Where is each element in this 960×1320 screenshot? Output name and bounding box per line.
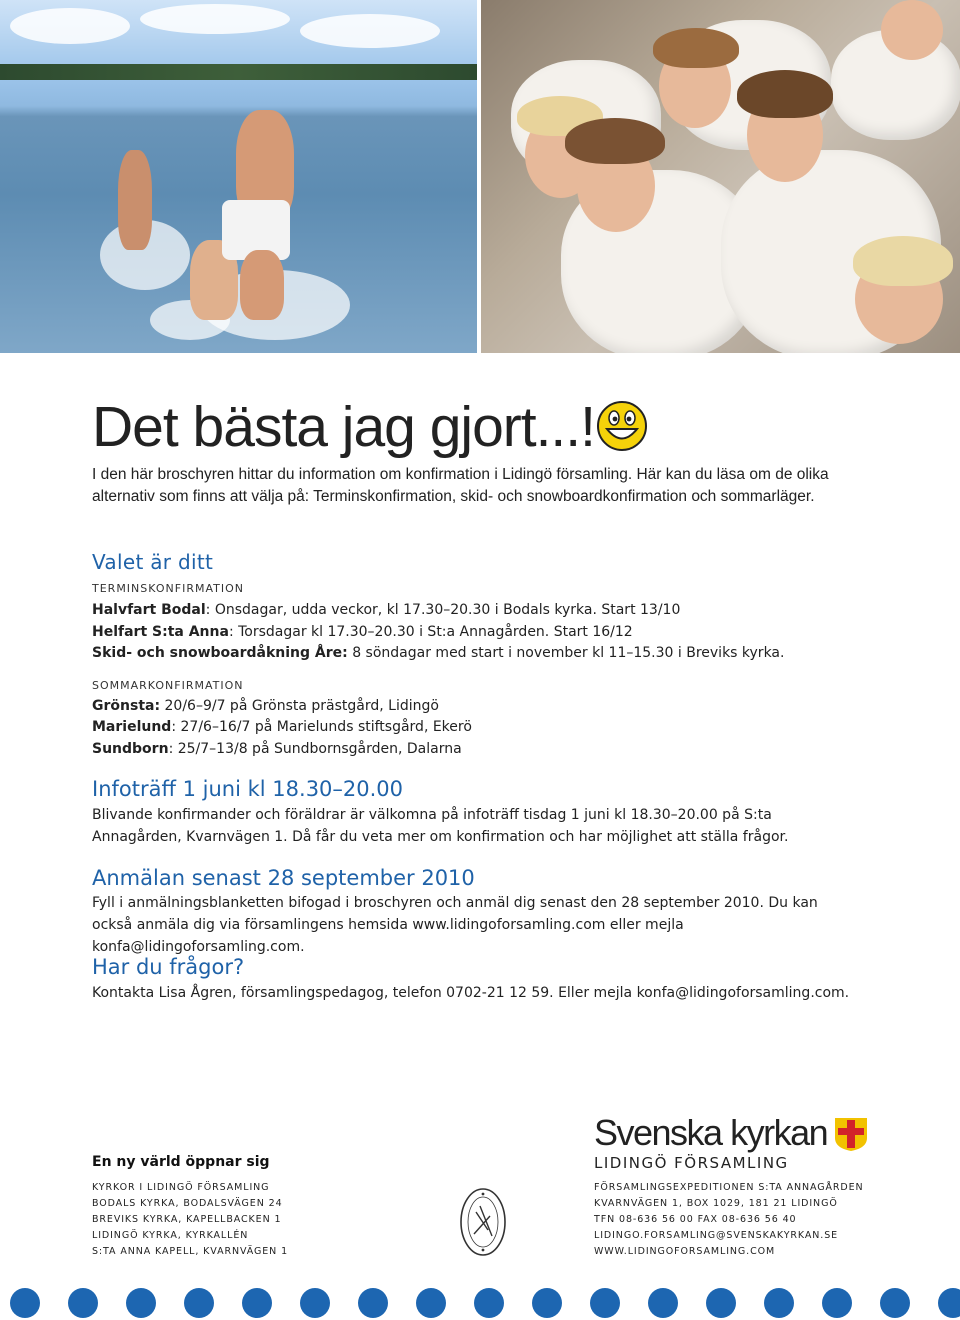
decorative-dots-row [0,1288,960,1320]
list-item: BODALS KYRKA, BODALSVÄGEN 24 [92,1198,283,1209]
term-item-bodal: Halvfart Bodal: Onsdagar, udda veckor, kl 17.30–20.30 i Bodals kyrka. Start 13/10 [92,602,681,618]
summer-item-sundborn: Sundborn: 25/7–13/8 på Sundbornsgården, Dalarna [92,741,462,757]
dot [416,1288,446,1318]
contact-list [594,1180,864,1260]
list-item: S:TA ANNA KAPELL, KVARNVÄGEN 1 [92,1246,289,1257]
brand-name: Svenska kyrkan [594,1112,828,1153]
dot [590,1288,620,1318]
smiley-icon [596,400,648,452]
summer-item-marielund: Marielund: 27/6–16/7 på Marielunds stiftsgård, Ekerö [92,719,472,735]
dot [126,1288,156,1318]
registration-title: Anmälan senast 28 september 2010 [92,866,475,890]
dot [242,1288,272,1318]
list-item: TFN 08-636 56 00 FAX 08-636 56 40 [594,1214,797,1225]
dot [358,1288,388,1318]
intro-paragraph: I den här broschyren hittar du information om konfirmation i Lidingö församling. Här kan du läsa om de olika alternativ som finns att välja på: Terminskonfirmation, skid- och snowboardkonfirmation och sommarläger. [92,466,829,505]
questions-title: Har du frågor? [92,955,245,979]
church-cross-logo-icon [833,1116,869,1152]
parish-name: LIDINGÖ FÖRSAMLING [594,1154,789,1172]
churches-list [92,1180,288,1260]
choices-title: Valet är ditt [92,550,214,574]
dot [938,1288,960,1318]
dot [10,1288,40,1318]
list-item: BREVIKS KYRKA, KAPELLBACKEN 1 [92,1214,282,1225]
list-item: KYRKOR I LIDINGÖ FÖRSAMLING [92,1182,270,1193]
registration-text: Fyll i anmälningsblanketten bifogad i broschyren och anmäl dig senast den 28 september 2010. Du kan också anmäla dig via församlingens hemsida www.lidingoforsamling.com eller mejla konfa@lidingoforsamling.com. [92,895,818,955]
dot [706,1288,736,1318]
dot [184,1288,214,1318]
questions-text: Kontakta Lisa Ågren, församlingspedagog, telefon 0702-21 12 59. Eller mejla konfa@lidingoforsamling.com. [92,985,850,1001]
list-item: FÖRSAMLINGSEXPEDITIONEN S:TA ANNAGÅRDEN [594,1182,864,1193]
confirmands-group-photo [481,0,960,353]
list-item: LIDINGÖ KYRKA, KYRKALLÉN [92,1230,249,1241]
info-meeting-title: Infoträff 1 juni kl 18.30–20.00 [92,777,404,801]
dot [300,1288,330,1318]
dot [532,1288,562,1318]
term-label: TERMINSKONFIRMATION [92,582,244,595]
page-headline: Det bästa jag gjort...! [92,395,595,459]
summer-item-gronsta: Grönsta: 20/6–9/7 på Grönsta prästgård, Lidingö [92,698,439,714]
info-meeting-text: Blivande konfirmander och föräldrar är välkomna på infoträff tisdag 1 juni kl 18.30–20.00 på S:ta Annagården, Kvarnvägen 1. Då får du veta mer om konfirmation och har möjlighet att ställa frågor. [92,807,789,845]
term-item-sta-anna: Helfart S:ta Anna: Torsdagar kl 17.30–20.30 i St:a Annagården. Start 16/12 [92,624,633,640]
term-item-are: Skid- och snowboardåkning Åre: 8 söndagar med start i november kl 11–15.30 i Breviks kyrka. [92,645,785,661]
footer-slogan: En ny värld öppnar sig [92,1154,270,1170]
list-item: KVARNVÄGEN 1, BOX 1029, 181 21 LIDINGÖ [594,1198,838,1209]
dot [68,1288,98,1318]
dot [648,1288,678,1318]
dot [822,1288,852,1318]
dot [880,1288,910,1318]
parish-seal-icon [458,1186,508,1258]
dot [764,1288,794,1318]
list-item: LIDINGO.FORSAMLING@SVENSKAKYRKAN.SE [594,1230,839,1241]
dot [474,1288,504,1318]
summer-label: SOMMARKONFIRMATION [92,679,244,692]
lake-jumping-photo [0,0,477,353]
list-item: WWW.LIDINGOFORSAMLING.COM [594,1246,776,1257]
